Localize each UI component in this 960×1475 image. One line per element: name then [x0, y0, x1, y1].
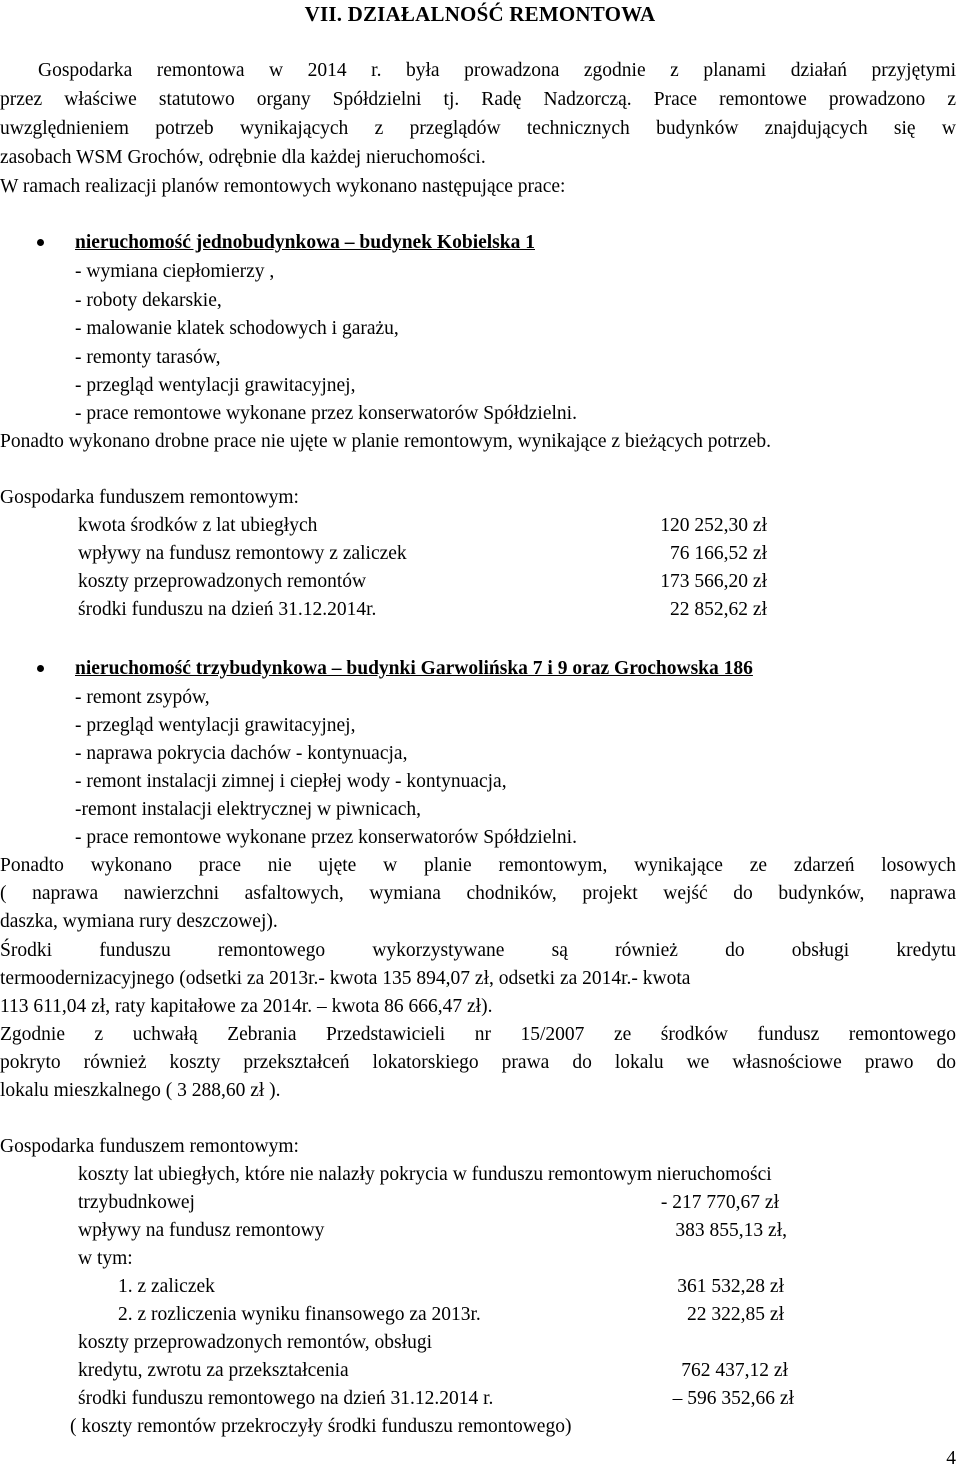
fund-row-label: środki funduszu na dzień 31.12.2014r. — [78, 599, 377, 620]
fund-line-label: trzybudnkowej — [78, 1192, 195, 1213]
section1-item: - wymiana ciepłomierzy , — [75, 261, 275, 282]
bullet-icon — [37, 665, 44, 672]
section2-para-line: Środki funduszu remontowego wykorzystywane są również do obsługi kredytu — [0, 940, 956, 961]
section1-note: Ponadto wykonano drobne prace nie ujęte w planie remontowym, wynikające z bieżących potrzeb. — [0, 431, 772, 452]
intro-line-2: przez właściwe statutowo organy Spółdzielni tj. Radę Nadzorczą. Prace remontowe prowadzono z — [0, 89, 956, 110]
fund-line-value: – 596 352,66 zł — [672, 1388, 794, 1409]
fund-row-label: wpływy na fundusz remontowy z zaliczek — [78, 543, 407, 564]
fund-row-value: 22 852,62 zł — [670, 599, 767, 620]
section2-para-line: 113 611,04 zł, raty kapitałowe za 2014r. – kwota 86 666,47 zł). — [0, 996, 493, 1017]
bullet-icon — [37, 239, 44, 246]
fund-line-label: środki funduszu remontowego na dzień 31.12.2014 r. — [78, 1388, 494, 1409]
section2-para-line: daszka, wymiana rury deszczowej). — [0, 911, 278, 932]
fund-row-label: koszty przeprowadzonych remontów — [78, 571, 367, 592]
fund-row-value: 120 252,30 zł — [660, 515, 767, 536]
fund-line-value: - 217 770,67 zł — [660, 1192, 779, 1213]
section2-fund-title: Gospodarka funduszem remontowym: — [0, 1136, 299, 1157]
fund-line-value: 22 322,85 zł — [687, 1304, 784, 1325]
fund-line-label: koszty przeprowadzonych remontów, obsługi — [78, 1332, 432, 1353]
section2-item: - przegląd wentylacji grawitacyjnej, — [75, 715, 356, 736]
fund-line-label: koszty lat ubiegłych, które nie nalazły pokrycia w funduszu remontowym nieruchomości — [78, 1164, 772, 1185]
section2-para-line: pokryto również koszty przekształceń lokatorskiego prawa do lokalu we własnościowe prawo do — [0, 1052, 956, 1073]
intro-line-5: W ramach realizacji planów remontowych wykonano następujące prace: — [0, 176, 566, 197]
section2-item: - remont zsypów, — [75, 687, 210, 708]
fund-row-value: 173 566,20 zł — [660, 571, 767, 592]
section2-para-line: termoodernizacyjnego (odsetki za 2013r.- kwota 135 894,07 zł, odsetki za 2014r.- kwota — [0, 968, 691, 989]
section2-item: - naprawa pokrycia dachów - kontynuacja, — [75, 743, 408, 764]
section2-para-line: ( naprawa nawierzchni asfaltowych, wymiana chodników, projekt wejść do budynków, naprawa — [0, 883, 956, 904]
section1-item: - malowanie klatek schodowych i garażu, — [75, 318, 399, 339]
intro-line-3: uwzględnieniem potrzeb wynikających z przeglądów technicznych budynków znajdujących się w — [0, 118, 956, 139]
section1-item: - przegląd wentylacji grawitacyjnej, — [75, 375, 356, 396]
section2-para-line: Ponadto wykonano prace nie ujęte w planie remontowym, wynikające ze zdarzeń losowych — [0, 855, 956, 876]
section1-heading: nieruchomość jednobudynkowa – budynek Kobielska 1 — [75, 232, 535, 253]
section2-para-line: Zgodnie z uchwałą Zebrania Przedstawicieli nr 15/2007 ze środków fundusz remontowego — [0, 1024, 956, 1045]
fund-line-label: 2. z rozliczenia wyniku finansowego za 2013r. — [118, 1304, 481, 1325]
section1-fund-title: Gospodarka funduszem remontowym: — [0, 487, 299, 508]
section1-item: - roboty dekarskie, — [75, 290, 222, 311]
intro-line-4: zasobach WSM Grochów, odrębnie dla każdej nieruchomości. — [0, 147, 486, 168]
fund-line-label: 1. z zaliczek — [118, 1276, 215, 1297]
section2-item: - prace remontowe wykonane przez konserwatorów Spółdzielni. — [75, 827, 577, 848]
fund-line-value: 361 532,28 zł — [677, 1276, 784, 1297]
intro-line-1: Gospodarka remontowa w 2014 r. była prowadzona zgodnie z planami działań przyjętymi — [38, 60, 956, 81]
fund-line-label: kredytu, zwrotu za przekształcenia — [78, 1360, 349, 1381]
section-title: VII. DZIAŁALNOŚĆ REMONTOWA — [304, 2, 656, 26]
fund-line-label: wpływy na fundusz remontowy — [78, 1220, 325, 1241]
fund-line-label: ( koszty remontów przekroczyły środki funduszu remontowego) — [70, 1416, 572, 1437]
fund-line-value: 383 855,13 zł, — [675, 1220, 787, 1241]
fund-line-label: w tym: — [78, 1248, 133, 1269]
fund-row-value: 76 166,52 zł — [670, 543, 767, 564]
section2-heading: nieruchomość trzybudynkowa – budynki Garwolińska 7 i 9 oraz Grochowska 186 — [75, 658, 753, 679]
section1-item: - remonty tarasów, — [75, 347, 221, 368]
page-number: 4 — [946, 1448, 956, 1469]
section2-para-line: lokalu mieszkalnego ( 3 288,60 zł ). — [0, 1080, 281, 1101]
fund-line-value: 762 437,12 zł — [681, 1360, 788, 1381]
section1-item: - prace remontowe wykonane przez konserwatorów Spółdzielni. — [75, 403, 577, 424]
section2-item: -remont instalacji elektrycznej w piwnicach, — [75, 799, 421, 820]
fund-row-label: kwota środków z lat ubiegłych — [78, 515, 318, 536]
section2-item: - remont instalacji zimnej i ciepłej wody - kontynuacja, — [75, 771, 507, 792]
